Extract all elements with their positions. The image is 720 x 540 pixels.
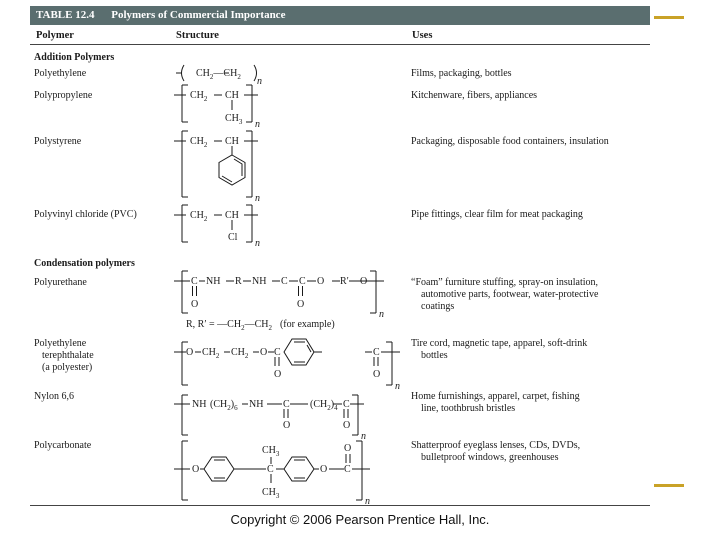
- svg-text:n: n: [257, 76, 262, 87]
- accent-bar-bottom: [654, 484, 684, 487]
- polymer-nylon: Nylon 6,6: [34, 391, 74, 402]
- header-polymer: Polymer: [36, 30, 74, 41]
- table-title-bar: [30, 6, 650, 25]
- svg-text:CH3: $CH_3$: [262, 487, 280, 500]
- svg-text:O: O: [343, 420, 351, 431]
- structure-labels: [186, 68, 400, 505]
- svg-text:O: O: [260, 347, 268, 358]
- svg-text:O: O: [297, 299, 305, 310]
- polymer-pet: Polyethylene terephthalate (a polyester): [34, 338, 94, 373]
- svg-text:O: O: [192, 464, 200, 475]
- svg-text:O: O: [283, 420, 291, 431]
- uses-polyethylene: Films, packaging, bottles: [411, 68, 512, 79]
- uses-polypropylene: Kitchenware, fibers, appliances: [411, 90, 538, 101]
- svg-text:n: n: [361, 431, 366, 442]
- header-rule: [30, 44, 650, 45]
- section-condensation: Condensation polymers: [34, 258, 135, 269]
- svg-text:NH: NH: [249, 399, 264, 410]
- svg-text:C: C: [299, 276, 306, 287]
- svg-text:n: n: [255, 119, 260, 130]
- accent-bar-top: [654, 16, 684, 19]
- svg-text:CH: CH: [225, 136, 239, 147]
- bottom-rule: [30, 505, 650, 506]
- uses-polyurethane: “Foam” furniture stuffing, spray-on insulation, automotive parts, footwear, water-protective coatings: [411, 277, 599, 312]
- svg-text:CH2: $CH_2$: [190, 90, 208, 103]
- copyright-notice: Copyright © 2006 Pearson Prentice Hall, Inc.: [230, 512, 490, 527]
- table-title: Polymers of Commercial Importance: [111, 9, 286, 21]
- svg-text:n: n: [395, 381, 400, 392]
- uses-polycarbonate: Shatterproof eyeglass lenses, CDs, DVDs, bulletproof windows, greenhouses: [411, 440, 581, 463]
- uses-nylon: Home furnishings, apparel, carpet, fishing line, toothbrush bristles: [411, 391, 580, 414]
- svg-text:CH3: $CH_3$: [262, 445, 280, 458]
- structure-polystyrene: [174, 131, 258, 197]
- uses-pet: Tire cord, magnetic tape, apparel, soft-drink bottles: [411, 338, 588, 361]
- svg-text:NH: NH: [206, 276, 221, 287]
- structure-polypropylene: [174, 85, 258, 122]
- section-addition: Addition Polymers: [34, 52, 115, 63]
- svg-text:O: O: [360, 276, 368, 287]
- svg-text:CH3: $CH_3$: [225, 113, 243, 126]
- svg-text:R′: R′: [340, 276, 349, 287]
- polymer-polyurethane: Polyurethane: [34, 277, 87, 288]
- svg-text:O: O: [317, 276, 325, 287]
- svg-text:CH2: $CH_2$: [202, 347, 220, 360]
- svg-text:C: C: [281, 276, 288, 287]
- svg-text:n: n: [365, 496, 370, 505]
- svg-text:Cl: Cl: [228, 232, 238, 243]
- svg-text:C: C: [267, 464, 274, 475]
- svg-text:O: O: [320, 464, 328, 475]
- svg-text:(CH2)4: $(CH_2)_4$: [310, 399, 338, 412]
- structure-pvc: [174, 205, 258, 242]
- svg-text:O: O: [191, 299, 199, 310]
- svg-text:(CH2)6: $(CH_2)_6$: [210, 399, 238, 412]
- polymer-polyethylene: Polyethylene: [34, 68, 87, 79]
- polymer-polystyrene: Polystyrene: [34, 136, 82, 147]
- svg-text:C: C: [344, 464, 351, 475]
- svg-text:C: C: [274, 347, 281, 358]
- svg-text:C: C: [373, 347, 380, 358]
- svg-text:C: C: [191, 276, 198, 287]
- svg-text:n: n: [255, 193, 260, 204]
- svg-text:R, R′ = —CH2—CH2(for example): R, $R' = —CH_2—CH_2$ (for example): [186, 319, 335, 332]
- svg-text:NH: NH: [252, 276, 267, 287]
- svg-text:O: O: [373, 369, 381, 380]
- uses-polystyrene: Packaging, disposable food containers, insulation: [411, 136, 609, 147]
- polymer-polypropylene: Polypropylene: [34, 90, 93, 101]
- svg-text:C: C: [343, 399, 350, 410]
- header-uses: Uses: [412, 30, 433, 41]
- svg-text:CH2: $CH_2$: [231, 347, 249, 360]
- svg-text:CH2: $CH_2$: [190, 210, 208, 223]
- polymer-pvc: Polyvinyl chloride (PVC): [34, 209, 137, 220]
- svg-text:O: O: [186, 347, 194, 358]
- svg-text:NH: NH: [192, 399, 207, 410]
- structure-pet: [174, 339, 400, 385]
- structures-column: [174, 55, 406, 505]
- svg-text:n: n: [379, 309, 384, 320]
- svg-text:CH: CH: [225, 90, 239, 101]
- header-structure: Structure: [176, 30, 219, 41]
- uses-pvc: Pipe fittings, clear film for meat packaging: [411, 209, 583, 220]
- svg-text:R: R: [235, 276, 242, 287]
- polymer-polycarbonate: Polycarbonate: [34, 440, 92, 451]
- svg-text:CH2: $CH_2$: [190, 136, 208, 149]
- svg-text:C: C: [283, 399, 290, 410]
- svg-text:O: O: [344, 443, 352, 454]
- svg-text:O: O: [274, 369, 282, 380]
- table-number: TABLE 12.4: [36, 9, 95, 21]
- svg-text:CH2—CH2: $CH_2—CH_2$: [196, 68, 241, 81]
- svg-text:n: n: [255, 238, 260, 249]
- svg-text:CH: CH: [225, 210, 239, 221]
